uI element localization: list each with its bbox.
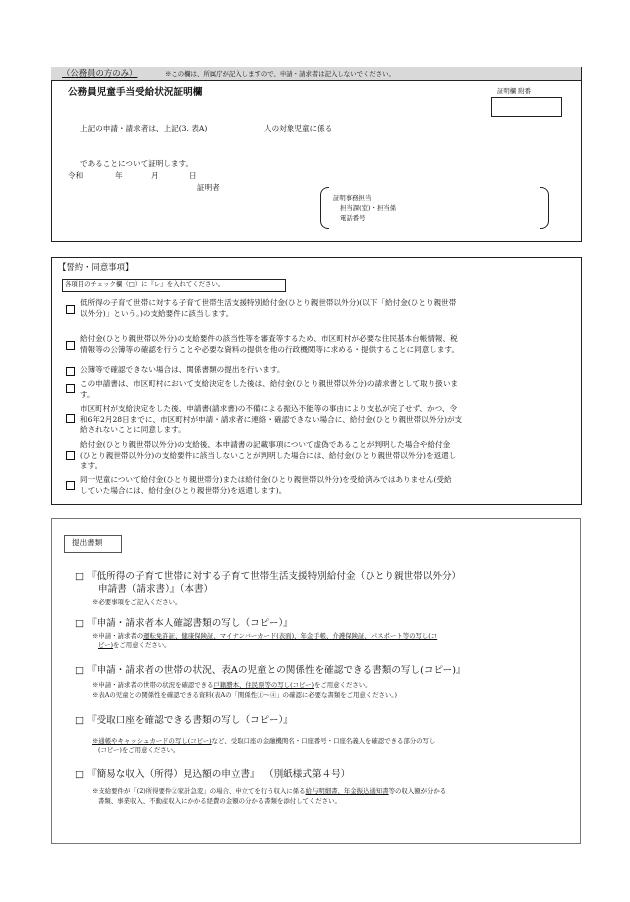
oath-item-7-line-1: 同一児童について給付金(ひとり親世帯分)または給付金(ひとり親世帯以外分)を受給済みではありません(受給 (80, 475, 452, 484)
oath-item-3 (80, 365, 580, 376)
oath-item-6 (80, 440, 580, 472)
doc-item-2-note-underlined: 運転免許証、健康保険証、マイナンバーカード(表面)、年金手帳、介護保険証、パスポート等の写し(コ (143, 632, 438, 640)
doc-item-4-note-rest: など、受取口座の金融機関名・口座番号・口座名義人を確認できる部分の写し (211, 737, 436, 745)
doc-item-2-note-prefix: ※申請・請求者の (92, 632, 144, 640)
doc-item-4-title: 『受取口座を確認できる書類の写し（コピー）』 (87, 715, 293, 726)
doc-item-3-note-1-underlined: 戸籍謄本、住民票等の写し(コピー) (213, 681, 315, 689)
oath-item-7-line-2: していた場合には、給付金(ひとり親世帯分)を返還します)。 (80, 485, 287, 495)
oath-checkbox-7[interactable] (66, 481, 75, 490)
doc-item-4-note-underlined: ※通帳やキャッシュカードの写し(コピー) (92, 737, 212, 745)
documents-header: 提出書類 (72, 538, 103, 547)
contact-line-1: 証明事務担当 (333, 194, 372, 202)
oath-checkbox-5[interactable] (66, 414, 75, 423)
certifier-label: 証明者 (197, 183, 220, 192)
doc-item-3-note-1-prefix: ※申請・請求者の世帯の状況を確認できる (92, 681, 214, 689)
child-count-field[interactable] (237, 122, 261, 134)
officer-line1-tail: 人の対象児童に係る (264, 124, 333, 133)
doc-checkbox-3[interactable]: □ (75, 665, 85, 676)
oath-item-6-line-3: ます。 (80, 461, 103, 470)
contact-line-3: 電話番号 (340, 214, 366, 222)
doc-item-2-note-suffix: をご用意ください。 (113, 641, 171, 649)
doc-checkbox-5[interactable]: □ (75, 769, 85, 780)
doc-checkbox-2[interactable]: □ (75, 618, 85, 629)
cert-number-field[interactable] (491, 97, 562, 117)
oath-item-5-line-2: 和6年2月28日までに、市区町村が申請・請求者に連絡・確認できない場合に、給付金(ひとり親世帯以外分)が支 (80, 414, 463, 424)
doc-item-5-note-1 (92, 787, 562, 796)
officer-tab-label: （公務員の方のみ） (62, 68, 138, 78)
doc-item-3-note-1 (92, 681, 562, 690)
oath-item-2 (80, 334, 580, 355)
oath-checkbox-6[interactable] (66, 451, 75, 460)
doc-item-2-note-underlined-2: ピー) (98, 641, 114, 649)
oath-item-5 (80, 404, 580, 436)
doc-checkbox-4[interactable]: □ (75, 715, 85, 726)
date-month: 月 (151, 171, 159, 180)
doc-item-5-note-2: 書類、事業収入、不動産収入にかかる経費の金額の分かる書類を添付してください。 (98, 797, 341, 805)
doc-item-5-title: 『簡易な収入（所得）見込額の申立書』 (87, 769, 260, 780)
doc-item-2-note (92, 632, 562, 650)
doc-item-5-title-tail: （別紙様式第４号） (264, 769, 351, 780)
oath-item-1 (80, 298, 580, 319)
oath-item-4-line-2: す。 (80, 389, 95, 399)
doc-item-4-note-line-2: (コピー)をご用意ください。 (98, 746, 180, 754)
oath-item-3-line-1: 公簿等で確認できない場合は、関係書類の提出を行います。 (80, 365, 285, 374)
oath-item-5-line-3: 給されないことに同意します。 (80, 425, 186, 434)
doc-item-3-note-2: ※表Aの児童との関係性を確認できる資料(表Aの「関係性①～④」の確認に必要な書類をご用意ください。) (92, 691, 397, 699)
doc-item-2-title: 『申請・請求者本人確認書類の写し（コピー）』 (87, 618, 293, 629)
officer-line1: 上記の申請・請求者は、上記(3. 表A) (80, 124, 208, 133)
doc-item-5-note-1-suffix: 等の収入額が分かる (388, 787, 447, 795)
oath-item-5-line-1: 市区町村が支給決定をした後、申請書(請求書)の不備による振込不能等の事由により支払が完了せず、かつ、令 (80, 404, 458, 413)
doc-item-1-title: 『低所得の子育て世帯に対する子育て世帯生活支援特別給付金（ひとり親世帯以外分） (87, 571, 462, 582)
officer-tab-note: ※この欄は、所属庁が記入しますので、申請・請求者は記入しないでください。 (165, 70, 395, 78)
contact-bracket-right (540, 187, 549, 229)
oath-item-1-line-1: 低所得の子育て世帯に対する子育て世帯生活支援特別給付金(ひとり親世帯以外分)(以下「給付金(ひとり親世帯 (80, 298, 457, 307)
oath-instruction: 各項目のチェック欄（□）に『レ』を入れてください。 (65, 280, 225, 288)
oath-item-2-line-1: 給付金(ひとり親世帯以外分)の支給要件の該当性等を審査等するため、市区町村が必要な住民基本台帳情報、税 (80, 334, 458, 343)
doc-item-3-note-1-suffix: をご用意ください。 (314, 681, 372, 689)
oath-item-7 (80, 475, 580, 496)
oath-item-4-line-1: この申請書は、市区町村において支給決定をした後は、給付金(ひとり親世帯以外分)の請求書として取り扱いま (80, 379, 459, 388)
doc-checkbox-1[interactable]: □ (75, 571, 85, 582)
oath-checkbox-1[interactable] (66, 305, 75, 314)
oath-item-1-line-2: 以外分)」という。)の支給要件に該当します。 (80, 308, 234, 318)
doc-item-5-note-1-prefix: ※支給要件が「(2)所得要件②家計急変」の場合、申立てを行う収入に係る (92, 787, 306, 795)
cert-number-label: 証明欄 附番 (497, 87, 531, 95)
oath-header: 【誓約・同意事項】 (58, 262, 134, 272)
officer-title: 公務員児童手当受給状況証明欄 (68, 87, 203, 98)
doc-item-1-title-2: 申請書（請求書）』（本書） (98, 584, 214, 595)
contact-bracket-left (320, 187, 329, 229)
oath-item-2-line-2: 情報等の公簿等の確認を行うことや必要な資料の提供を他の行政機関等に求める・提供することに同意します。 (80, 344, 460, 354)
oath-checkbox-2[interactable] (66, 341, 75, 350)
contact-line-2: 担当課(室)・担当係 (340, 204, 397, 212)
officer-line2: であることについて証明します。 (80, 159, 194, 168)
oath-item-6-line-1: 給付金(ひとり親世帯以外分)の支給後、本申請書の記載事項について虚偽であることが判明した場合や給付金 (80, 440, 451, 449)
doc-item-1-note: ※必要事項をご記入ください。 (92, 598, 182, 606)
date-day: 日 (189, 171, 197, 180)
oath-item-6-line-2: (ひとり親世帯以外分)の支給要件に該当しないことが判明した場合には、給付金(ひとり親世帯以外分)を返還し (80, 450, 457, 460)
oath-item-4 (80, 379, 580, 400)
doc-item-5-note-1-underlined: 給与明細書、年金振込通知書 (305, 787, 389, 795)
oath-checkbox-3[interactable] (66, 367, 75, 376)
date-reiwa: 令和 (68, 171, 84, 180)
doc-item-3-title: 『申請・請求者の世帯の状況、表Aの児童との関係性を確認できる書類の写し(コピー)』 (87, 665, 466, 676)
oath-checkbox-4[interactable] (66, 384, 75, 393)
date-year: 年 (115, 171, 123, 180)
doc-item-4-note (92, 737, 562, 755)
